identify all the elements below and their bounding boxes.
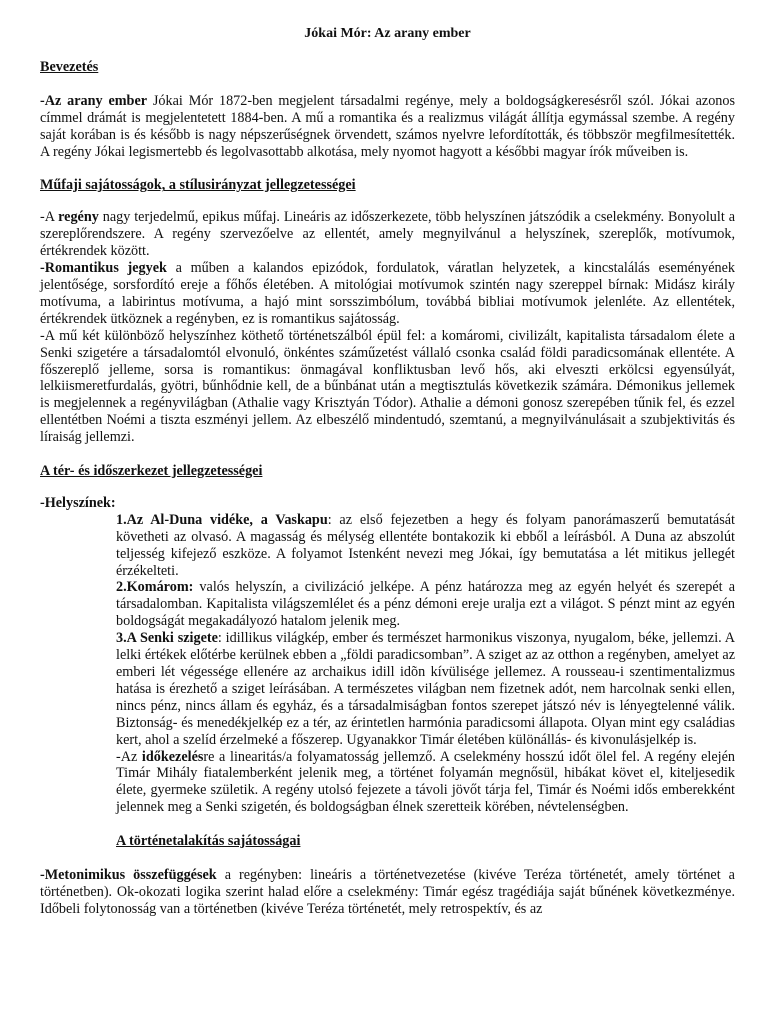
document-page	[40, 26, 735, 918]
intro-paragraph	[40, 93, 735, 161]
location-3-bold: 3.A Senki szigete	[116, 630, 218, 647]
spacer	[40, 160, 735, 177]
story-paragraph-1	[40, 867, 735, 918]
section-heading-introduction: Bevezetés	[40, 58, 99, 75]
section-heading-space-time: A tér- és időszerkezet jellegzetességei	[40, 463, 263, 480]
location-2-bold: 2.Komárom:	[116, 579, 194, 596]
location-item-2	[116, 579, 735, 630]
genre-p2-text: a műben a kalandos epizódok, fordulatok, váratlan helyzetek, a kincstalálás eseményének jelentősége, sorsfordító ereje a főhős életében. A mitológiai motívumok szintén nagy szereppel bírnak: Midász király motívuma, a labirintus motívuma, a hajó mint sorsszimbólum, továbbá bibliai motívumok jelenléte. Az ellentétek, értékrendek ütköznek a regényben, ez is romantikus sajátosság.	[40, 260, 735, 327]
spacer	[40, 816, 735, 833]
genre-p2-bold: -Romantikus jegyek	[40, 260, 167, 277]
genre-p1-pre: -A	[40, 209, 59, 226]
section-heading-story: A történetalakítás sajátosságai	[116, 833, 301, 850]
time-pre: -Az	[116, 748, 142, 765]
intro-text: Jókai Mór 1872-ben megjelent társadalmi regénye, mely a boldogságkeresésről szól. Jókai azonos címmel drámát is megjelentetett 1884-ben. A mű a romantika és a realizmus világát állítja egymással szembe. A regény saját korában is és később is nagy népszerűségnek örvendett, számos nyelvre lefordították, és többször megfilmesítették. A regény Jókai legismertebb és legolvasottabb alkotása, mely nyomot hagyott a későbbi magyar írók műveiben is.	[40, 92, 735, 160]
genre-paragraph-3: -A mű két különböző helyszínhez köthető történetszálból épül fel: a komáromi, civilizált, kapitalista társadalom élete a Senki szigetére a társadalomtól elvonuló, önkéntes száműzetést vállaló csonka család földi paradicsomának ellentéte. A főszereplő jelleme, sorsa is romantikus: önmagával konfliktusban levő hős, aki elveszti erkölcsi egyensúlyát, lelkiismeretfurdalás, gyötri, bűnhődnie kell, de a bűnbánat után a megtisztulás következik számára. Démonikus jellemek is megjelennek a regényvilágban (Athalie vagy Krisztyán Tódor). Athalie a démoni gonosz szerepében tűnik fel, és ezzel ellentétben Noémi a tiszta eszményi jellem. Az elbeszélő mindentudó, szemtanú, a megnyilvánulásait a szubjektivitás és líraiság jellemzi.	[40, 327, 735, 446]
genre-p1-bold: regény	[58, 209, 99, 226]
genre-p1-text: nagy terjedelmű, epikus műfaj. Lineáris az időszerkezete, több helyszínen játszódik a cselekmény. Bonyolult a szereplőrendszere. A regény szervezőelve az ellentét, amely megnyilvánul a helyszínek, szereplők, motívumok, értékrendek között.	[40, 209, 735, 260]
time-handling-paragraph	[116, 749, 735, 817]
intro-lead: -Az arany ember	[40, 92, 148, 109]
location-item-1	[116, 512, 735, 580]
location-2-text: valós helyszín, a civilizáció jelképe. A pénz határozza meg az egyén helyét és szerepét a társadalomban. Kapitalista világszemlélet és a pénz démoni ereje uralja ezt a világot. S pénzt mint az egyén boldogságát megakadályozó hatalom jelenik meg.	[116, 579, 735, 630]
location-1-text: : az első fejezetben a hegy és folyam panorámaszerű bemutatását követheti az olvasó. A magasság és mélység ellentéte bontakozik ki ebből a leírásból. A Duna az abszolút teljesség kifejező eszköze. A folyamot Istenként nevezi meg Jókai, így bemutatása a lét mitikus jellegét érzékelteti.	[116, 511, 735, 579]
time-text: re a linearitás/a folyamatosság jellemző. A cselekmény hosszú időt ölel fel. A regény elején Timár Mihály fiatalemberként jelenik meg, a történet folyamán megnősül, hibákat követ el, kiteljesedik élete, gyermeke születik. A regény utolsó fejezete a távoli jövőt tárja fel, Timár és Noémi idős emberekként jelennek meg a Senki szigetén, és boldogságban élnek szeretteik körében, névtelenségben.	[116, 748, 735, 816]
document-title: Jókai Mór: Az arany ember	[304, 26, 471, 41]
genre-paragraph-2	[40, 260, 735, 328]
section-heading-genre: Műfaji sajátosságok, a stílusirányzat jellegzetességei	[40, 177, 356, 194]
spacer	[40, 446, 735, 463]
story-p1-text: a regényben: lineáris a történetvezetése (kivéve Teréza történetét, amely történet a történetben). Ok-okozati logika szerint halad előre a cselekmény: Timár egész tragédiája saját bűnének következménye. Időbeli folytonosság van a történetben (kivéve Teréza történetét, mely retrospektív, és az	[40, 867, 735, 917]
time-bold: időkezelés	[141, 748, 204, 765]
story-p1-bold: -Metonimikus összefüggések	[40, 867, 217, 884]
location-3-text: : idillikus világkép, ember és természet harmonikus viszonya, nyugalom, béke, jellemzi. A lelki értékek előtérbe kerülnek ebben a „földi paradicsomban”. A sziget az az otthon a regényben, amelyet az emberi lét végessége ellenére az archaikus idill idõn kívülisége jellemez. A rousseau-i szentimentalizmus hatása is érezhető a sziget leírásában. A természetes világban nem fizetnek adót, nem harcolnak senki ellen, nincs pénz, nincs állam és egyház, és a társadalmiságban fontos szerepet játszó név is lényegtelenné válik. Biztonság- és menedékjelkép ez a tér, az érintetlen harmónia paradicsomi állapota. Olyan mint egy családias kert, ahol a szelíd érzelmeké a főszerep. Ugyanakkor Timár életében különállás- és kivonulásjelkép is.	[116, 630, 735, 748]
location-item-3	[116, 630, 735, 748]
genre-paragraph-1	[40, 209, 735, 260]
location-1-bold: 1.Az Al-Duna vidéke, a Vaskapu	[116, 511, 328, 528]
locations-label: -Helyszínek:	[40, 494, 116, 511]
